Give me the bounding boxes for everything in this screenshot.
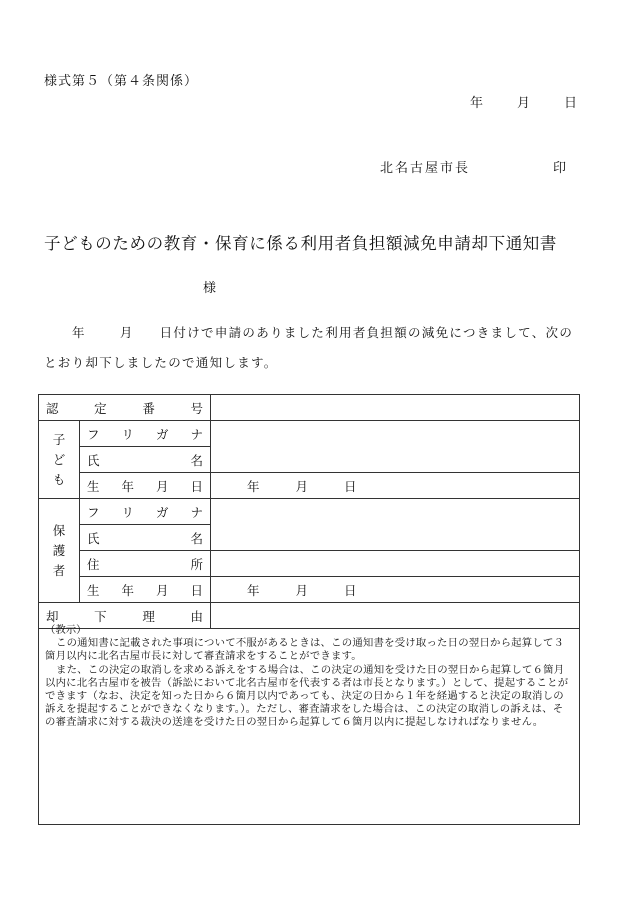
- info-table: [38, 394, 580, 629]
- guardian-furigana-label: フ リ ガ ナ: [80, 499, 211, 525]
- guardian-address-row: [39, 551, 580, 577]
- guardian-birth-label: 生 年 月 日: [80, 577, 211, 603]
- cert-number-label: 認 定 番 号: [39, 395, 211, 421]
- body-year: 年: [72, 325, 86, 340]
- body-month: 月: [119, 325, 134, 340]
- body-line1: 日付けで申請のありました利用者負担額の減免につきまして、次の: [159, 325, 574, 340]
- issue-date: [470, 92, 577, 111]
- child-birth-value: 年 月 日: [211, 473, 580, 499]
- guardian-furigana-row: [39, 499, 580, 525]
- cert-number-value: [211, 395, 580, 421]
- document-title: 子どものための教育・保育に係る利用者負担額減免申請却下通知書: [44, 234, 557, 253]
- body-text: [44, 318, 584, 378]
- issue-date-day: 日: [564, 96, 578, 111]
- notice-heading: （教示）: [45, 624, 87, 636]
- child-furigana-row: [39, 421, 580, 447]
- notice-box: [38, 624, 580, 825]
- issuer-name: 北名古屋市長: [380, 161, 471, 176]
- notice-paragraph-1: この通知書に記載された事項について不服があるときは、この通知書を受け取った日の翌日から起算して３箇月以内に北名古屋市長に対して審査請求をすることができます。: [45, 637, 565, 663]
- child-name-label: 氏 名: [80, 447, 211, 473]
- child-birth-row: [39, 473, 580, 499]
- child-furigana-label: フ リ ガ ナ: [80, 421, 211, 447]
- guardian-address-value: [211, 551, 580, 577]
- child-name-value: [211, 421, 580, 473]
- guardian-group-label: 保 護 者: [39, 499, 80, 603]
- seal-mark: 印: [553, 161, 567, 176]
- guardian-name-label: 氏 名: [80, 525, 211, 551]
- guardian-birth-row: [39, 577, 580, 603]
- cert-number-row: [39, 395, 580, 421]
- child-group-label: 子 ど も: [39, 421, 80, 499]
- issue-date-month: 月: [517, 96, 531, 111]
- guardian-name-value: [211, 499, 580, 551]
- guardian-address-label: 住 所: [80, 551, 211, 577]
- guardian-birth-value: 年 月 日: [211, 577, 580, 603]
- reason-label: 却 下 理 由: [39, 603, 211, 629]
- addressee-suffix: 様: [203, 281, 217, 296]
- child-birth-label: 生 年 月 日: [80, 473, 211, 499]
- body-line2: とおり却下しましたので通知します。: [44, 355, 278, 370]
- issue-date-year: 年: [470, 96, 484, 111]
- form-number: 様式第５（第４条関係）: [44, 74, 199, 89]
- notice-paragraph-2: また、この決定の取消しを求める訴えをする場合は、この決定の通知を受けた日の翌日から起算して６箇月以内に北名古屋市を被告（訴訟において北名古屋市を代表する者は市長となります。）として、提起することができます（なお、決定を知った日から６箇月以内であっても、決定の日から１年を経過すると決定の取消しの訴えを提起することができなくなります。）。ただし、審査請求をした場合は、この決定の取消しの訴えは、その審査請求に対する裁決の送達を受けた日の翌日から起算して６箇月以内に提起しなければなりません。: [45, 663, 569, 729]
